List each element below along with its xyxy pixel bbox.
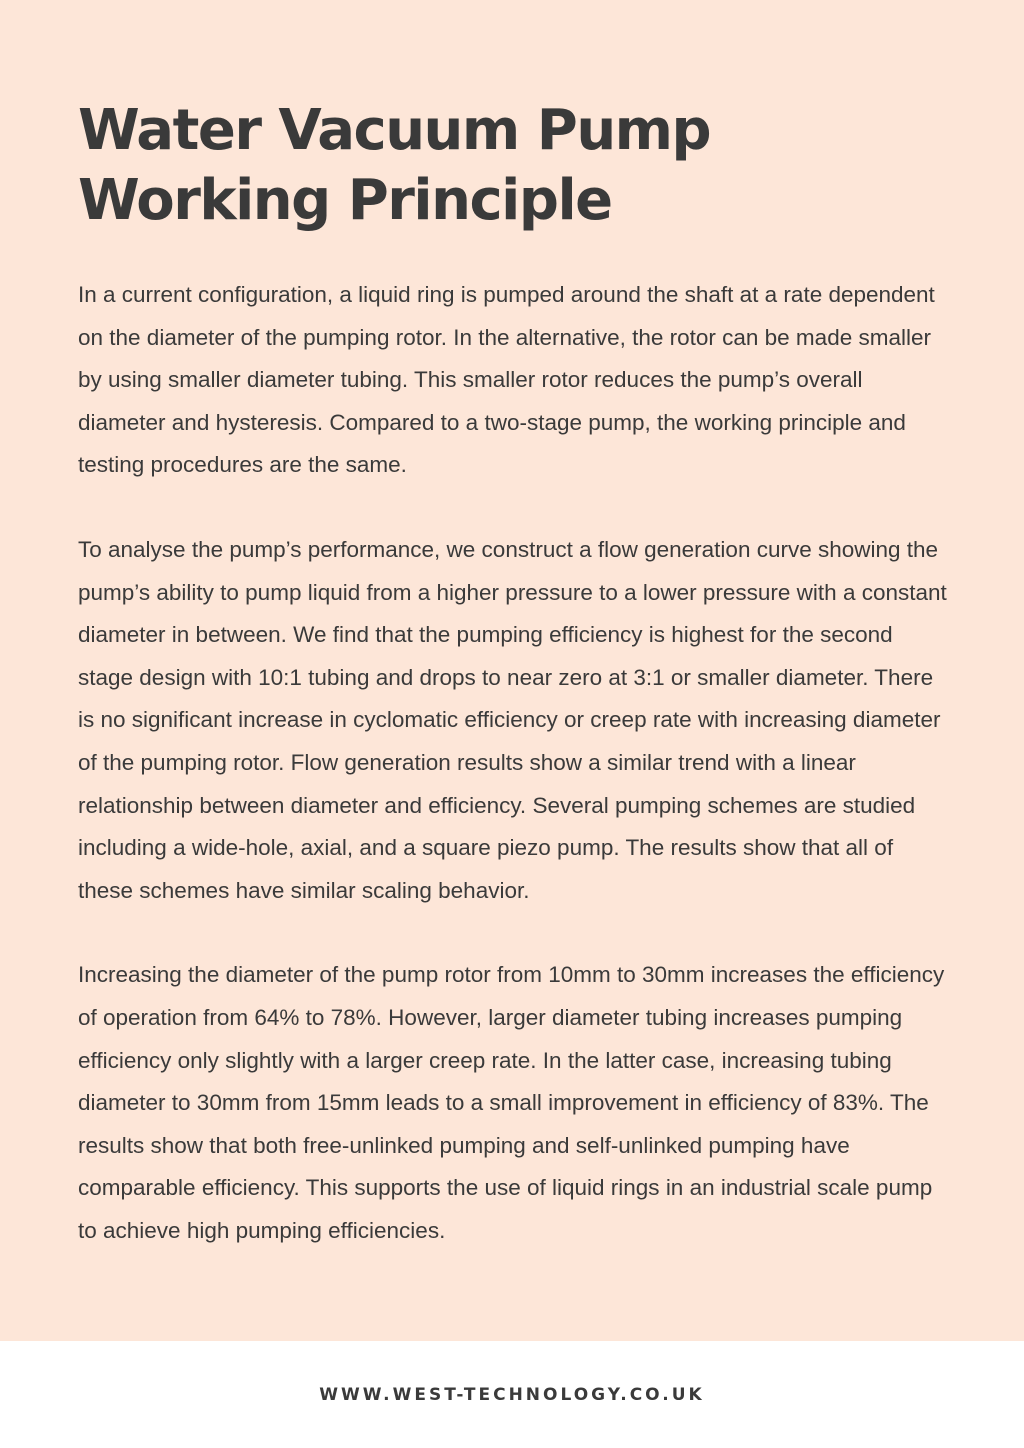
page-title: Water Vacuum Pump Working Principle — [78, 98, 711, 233]
body-text — [78, 274, 946, 1252]
footer — [0, 1341, 1024, 1448]
footer-website-link[interactable]: WWW.WEST-TECHNOLOGY.CO.UK — [319, 1384, 705, 1405]
paragraph-1: In a current configuration, a liquid ring is pumped around the shaft at a rate dependent on the diameter of the pumping rotor. In the alternative, the rotor can be made smaller by using smaller diameter tubing. This smaller rotor reduces the pump’s overall diameter and hysteresis. Compared to a two-stage pump, the working principle and testing procedures are the same. — [78, 282, 935, 478]
paragraph-3: Increasing the diameter of the pump rotor from 10mm to 30mm increases the efficiency of operation from 64% to 78%. However, larger diameter tubing increases pumping efficiency only slightly with a larger creep rate. In the latter case, increasing tubing diameter to 30mm from 15mm leads to a small improvement in efficiency of 83%. The results show that both free-unlinked pumping and self-unlinked pumping have comparable efficiency. This supports the use of liquid rings in an industrial scale pump to achieve high pumping efficiencies. — [78, 962, 945, 1243]
paragraph-2: To analyse the pump’s performance, we construct a flow generation curve showing the pump’s ability to pump liquid from a higher pressure to a lower pressure with a constant diameter in between. We find that the pumping efficiency is highest for the second stage design with 10:1 tubing and drops to near zero at 3:1 or smaller diameter. There is no significant increase in cyclomatic efficiency or creep rate with increasing diameter of the pumping rotor. Flow generation results show a similar trend with a linear relationship between diameter and efficiency. Several pumping schemes are studied including a wide-hole, axial, and a square piezo pump. The results show that all of these schemes have similar scaling behavior. — [78, 536, 947, 903]
